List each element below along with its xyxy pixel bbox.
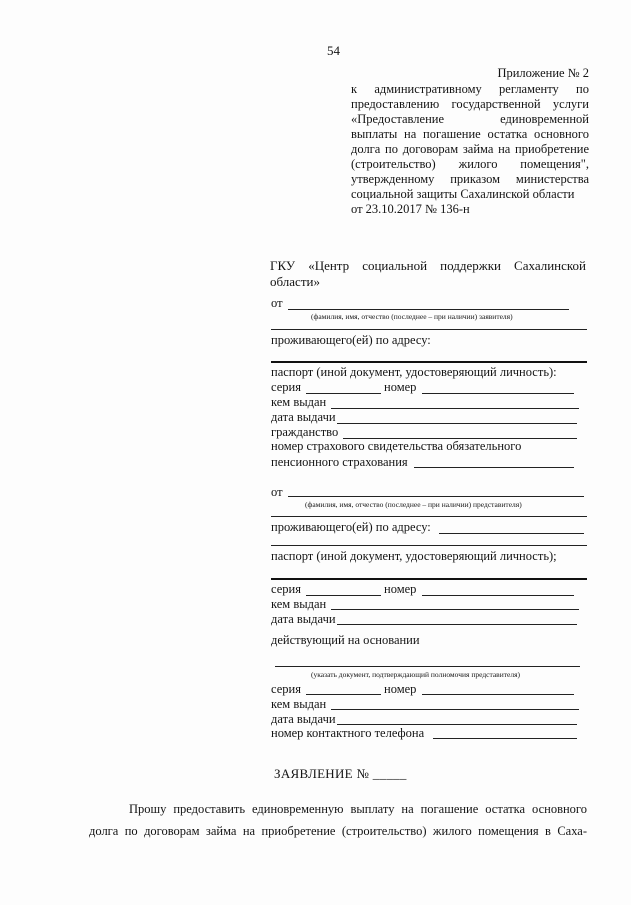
statement-text (89, 798, 587, 842)
rep-series-label: серия (271, 582, 301, 596)
rep-series-field[interactable] (306, 595, 381, 596)
applicant-series-label: серия (271, 380, 301, 394)
rep-phone-field[interactable] (433, 738, 577, 739)
rep-authority-doc-field[interactable] (275, 666, 580, 667)
rep-issued-by-field[interactable] (331, 609, 579, 610)
rep-number-label: номер (384, 582, 417, 596)
rep-doc-caption: (указать документ, подтверждающий полномочия представителя) (311, 670, 521, 679)
rep-issue-date2-field[interactable] (337, 724, 577, 725)
applicant-name-field[interactable] (288, 309, 569, 310)
applicant-insurance-label: номер страхового свидетельства обязательного (271, 439, 522, 453)
applicant-insurance-field[interactable] (414, 467, 574, 468)
rep-from-label: от (271, 485, 283, 499)
rep-number2-field[interactable] (422, 694, 574, 695)
rep-issued-by2-label: кем выдан (271, 697, 327, 711)
applicant-name-caption: (фамилия, имя, отчество (последнее – при наличии) заявителя) (311, 312, 513, 321)
rep-issue-date-field[interactable] (337, 624, 577, 625)
applicant-from-label: от (271, 296, 283, 310)
appendix-line: от 23.10.2017 № 136-н (351, 202, 470, 216)
statement-title: ЗАЯВЛЕНИЕ № _____ (274, 766, 407, 781)
appendix-line: (строительство) жилого помещения", (351, 157, 589, 171)
applicant-insurance-label-2: пенсионного страхования (271, 455, 408, 469)
applicant-address-field[interactable] (271, 361, 587, 363)
rep-issue-date-label: дата выдачи (271, 612, 336, 626)
appendix-title: Приложение № 2 (497, 66, 589, 80)
applicant-number-label: номер (384, 380, 417, 394)
applicant-name-field-2[interactable] (271, 329, 587, 330)
rep-name-field-2[interactable] (271, 516, 587, 517)
rep-address-field[interactable] (439, 533, 584, 534)
applicant-citizenship-label: гражданство (271, 425, 339, 439)
appendix-line: социальной защиты Сахалинской области (351, 187, 575, 201)
rep-passport-field[interactable] (271, 578, 587, 580)
rep-passport-label: паспорт (иной документ, удостоверяющий личность); (271, 549, 557, 563)
applicant-residing-label: проживающего(ей) по адресу: (271, 333, 431, 347)
rep-issued-by-label: кем выдан (271, 597, 327, 611)
appendix-line: «Предоставление единовременной (351, 112, 589, 126)
rep-acting-label: действующий на основании (271, 633, 420, 647)
rep-address-field-2[interactable] (271, 545, 587, 546)
appendix-line: предоставлению государственной услуги (351, 97, 589, 111)
applicant-passport-label: паспорт (иной документ, удостоверяющий личность): (271, 365, 557, 379)
applicant-series-field[interactable] (306, 393, 381, 394)
applicant-issue-date-label: дата выдачи (271, 410, 336, 424)
appendix-text (351, 82, 589, 217)
addressee (270, 258, 586, 290)
rep-issued-by2-field[interactable] (331, 709, 579, 710)
applicant-issue-date-field[interactable] (337, 423, 577, 424)
appendix-line: выплаты на погашение остатка основного (351, 127, 589, 141)
rep-number2-label: номер (384, 682, 417, 696)
rep-series2-label: серия (271, 682, 301, 696)
statement-line: долга по договорам займа на приобретение (строительство) жилого помещения в Саха- (89, 824, 587, 838)
appendix-line: долга по договорам займа на приобретение (351, 142, 589, 156)
applicant-number-field[interactable] (422, 393, 574, 394)
rep-series2-field[interactable] (306, 694, 381, 695)
addressee-line: области» (270, 274, 320, 289)
addressee-line: ГКУ «Центр социальной поддержки Сахалинской (270, 258, 586, 273)
applicant-issued-by-label: кем выдан (271, 395, 327, 409)
rep-issue-date2-label: дата выдачи (271, 712, 336, 726)
applicant-issued-by-field[interactable] (331, 408, 579, 409)
page-number: 54 (327, 43, 340, 58)
rep-name-field[interactable] (288, 496, 584, 497)
statement-line: Прошу предоставить единовременную выплату на погашение остатка основного (129, 802, 587, 816)
appendix-line: утвержденному приказом министерства (351, 172, 589, 186)
rep-residing-label: проживающего(ей) по адресу: (271, 520, 431, 534)
rep-name-caption: (фамилия, имя, отчество (последнее – при наличии) представителя) (305, 500, 522, 509)
rep-number-field[interactable] (422, 595, 574, 596)
rep-phone-label: номер контактного телефона (271, 726, 425, 740)
appendix-line: к административному регламенту по (351, 82, 589, 96)
